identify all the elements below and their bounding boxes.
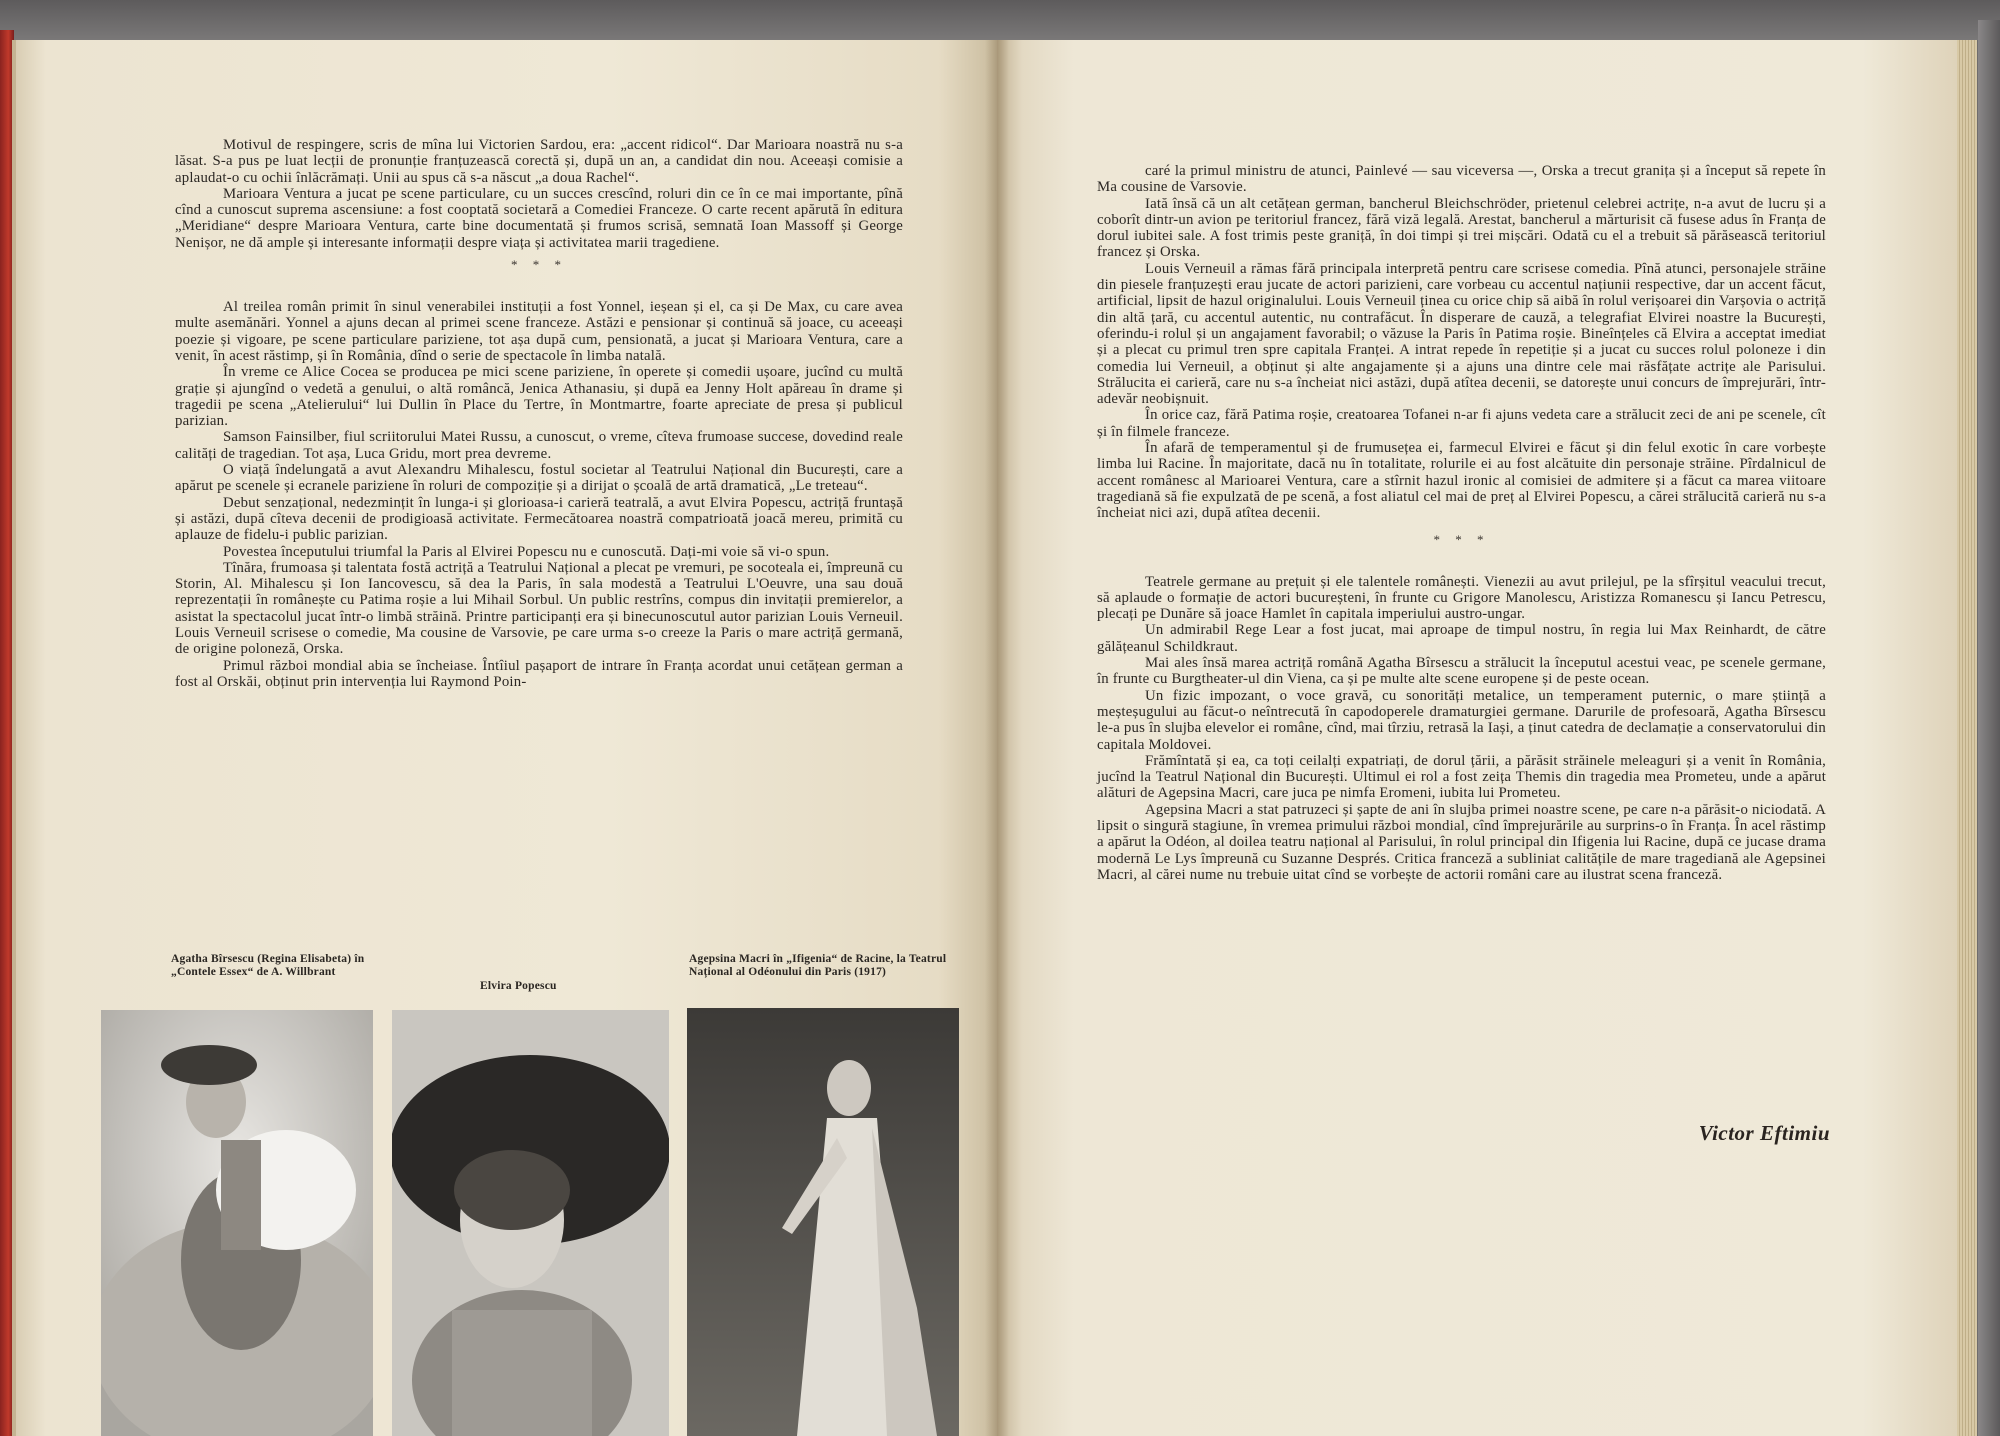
photo-agepsina-macri (687, 1008, 959, 1436)
photo-elvira-popescu (392, 1010, 669, 1436)
paragraph: În afară de temperamentul și de frumusețea ei, farmecul Elvirei e făcut și din felul exotic în care vorbește limba lui Racine. În majoritate, dacă nu în totalitate, rolurile ei au fost alcătuite din personaje străine. Pîrdalnicul de accent românesc al Marioarei Ventura, care a stîrnit hazul ironic al comisiei de admitere și a făcut ca marea viitoare tragediană să fie expulzată de pe scenă, a fost aliatul cel mai de preț al Elvirei Popescu, a cărei strălucită carieră nu s-a încheiat nici azi, după atîtea decenii. (1097, 440, 1826, 522)
paragraph: Un fizic impozant, o voce gravă, cu sonorități metalice, un temperament puternic, o mare știință a meșteșugului au făcut-o neîntrecută în capodoperele dramaturgiei germane. Darurile de profesoară, Agatha Bîrsescu le-a pus în slujba elevelor ei române, cînd, mai tîrziu, retrasă la Iași, a ținut catedra de declamație a conservatorului din capitala Moldovei. (1097, 687, 1826, 753)
left-text-column (175, 137, 903, 690)
paragraph: Primul război mondial abia se încheiase. Întîiul pașaport de intrare în Franța acordat unui cetățean german a fost al Orskăi, obținut prin intervenția lui Raymond Poin- (175, 657, 903, 690)
page-fore-edge (1957, 40, 1977, 1436)
paragraph: Al treilea român primit în sinul venerabilei instituții a fost Yonnel, ieșean și el, ca și De Max, cu care avea multe asemănări. Yonnel a ajuns decan al primei scene franceze. Astăzi e pensionar și continuă să joace, cu aceeași poezie și vigoare, pe scene particulare pariziene, tot așa după cum, pensionată, a jucat și Marioara Ventura, care a venit, în acest răstimp, și în România, dînd o serie de spectacole în limba natală. (175, 299, 903, 364)
paragraph: În vreme ce Alice Cocea se producea pe mici scene pariziene, în operete și comedii ușoare, jucînd cu multă grație și ajungînd o vedetă a genului, o altă româncă, Jenica Athanasiu, și după ea Jenny Holt apăreau în drame și tragedii pe scena „Atelierului“ lui Dullin în Place du Tertre, în Montmartre, foarte apreciate de presa și publicul parizian. (175, 364, 903, 430)
paragraph: caré la primul ministru de atunci, Painlevé — sau viceversa —, Orska a trecut granița și a început să repete în Ma cousine de Varsovie. (1097, 163, 1826, 196)
paragraph: Samson Fainsilber, fiul scriitorului Matei Russu, a cunoscut, o vreme, cîteva frumoase succese, dovedind reale calități de tragedian. Tot așa, Luca Gridu, mort prea devreme. (175, 429, 903, 462)
paragraph: Un admirabil Rege Lear a fost jucat, mai aproape de timpul nostru, în regia lui Max Reinhardt, de către gălățeanul Schildkraut. (1097, 622, 1826, 655)
book-cover-top (0, 0, 2000, 40)
paragraph: O viață îndelungată a avut Alexandru Mihalescu, fostul societar al Teatrului Național din București, care a apărut pe scenele și ecranele pariziene în roluri de compoziție și a dirijat o școală de artă dramatică, „Le treteau“. (175, 462, 903, 495)
paragraph: Teatrele germane au prețuit și ele talentele românești. Vienezii au avut prilejul, pe la sfîrșitul veacului trecut, să aplaude o formație de actori bucureșteni, în frunte cu Grigore Manolescu, Aristizza Romanescu și Iancu Petrescu, plecați pe Dunăre să joace Hamlet în capitala imperiului austro-ungar. (1097, 573, 1826, 623)
photo-caption-elvira-popescu: Elvira Popescu (480, 980, 557, 992)
author-signature: Victor Eftimiu (1698, 1121, 1830, 1145)
paragraph: În orice caz, fără Patima roșie, creatoarea Tofanei n-ar fi ajuns vedeta care a strălucit zeci de ani pe scenele, cît și în filmele franceze. (1097, 407, 1826, 440)
section-separator: * * * (511, 257, 567, 273)
paragraph: Agepsina Macri a stat patruzeci și șapte de ani în slujba primei noastre scene, pe care n-a părăsit-o niciodată. A lipsit o singură stagiune, în vremea primului război mondial, cînd împrejurările au surprins-o în Franța. În acel răstimp a apărut la Odéon, al doilea teatru național al Parisului, în rolul principal din Ifigenia lui Racine, după ce jucase drama modernă Le Lys împreună cu Suzanne Després. Critica franceză a subliniat calitățile de mare tragediană ale Agepsinei Macri, al cărei nume nu trebuie uitat cînd se vorbește de actorii români care au ilustrat scena franceză. (1097, 801, 1826, 883)
photo-caption-agatha-birsescu: Agatha Bîrsescu (Regina Elisabeta) în „Contele Essex“ de A. Willbrant (171, 953, 365, 978)
photo-caption-agepsina-macri: Agepsina Macri în „Ifigenia“ de Racine, la Teatrul Național al Odéonului din Paris (1917) (689, 953, 947, 978)
paragraph: Mai ales însă marea actriță română Agatha Bîrsescu a strălucit la începutul acestui veac, pe scenele germane, în frunte cu Burgtheater-ul din Viena, ca și pe multe alte scene europene și de peste ocean. (1097, 655, 1826, 688)
photo-agatha-birsescu (101, 1010, 373, 1436)
paragraph: Iată însă că un alt cetățean german, bancherul Bleichschröder, prietenul celebrei actrițe, n-a avut de lucru și a coborît dintr-un avion pe teritoriul francez, fără viză legală. Arestat, bancherul a mărturisit că fusese adus în Franța de dorul iubitei sale. A fost trimis peste graniță, în doi timpi și trei mișcări. Odată cu el a trebuit să părăsească teritoriul francez și Orska. (1097, 195, 1826, 261)
book-gutter (985, 40, 1009, 1436)
section-separator: * * * (1433, 531, 1490, 547)
paragraph: Motivul de respingere, scris de mîna lui Victorien Sardou, era: „accent ridicol“. Dar Marioara noastră nu s-a lăsat. S-a pus pe luat lecții de pronunție franțuzească corectă și, după un an, a candidat din nou. Aceeași comisie a aplaudat-o cu ochii înlăcrămați. Unii au spus că s-a născut „a doua Rachel“. (175, 137, 903, 186)
paragraph: Frămîntată și ea, ca toți ceilalți expatriați, de dorul țării, a părăsit străinele meleaguri și a venit în România, jucînd la Teatrul Național din București. Ultimul ei rol a fost zeița Themis din tragedia mea Prometeu, unde a apărut alături de Agepsina Macri, care juca pe nimfa Eromeni, iubita lui Prometeu. (1097, 752, 1826, 802)
right-text-column (1097, 163, 1826, 883)
paragraph: Louis Verneuil a rămas fără principala interpretă pentru care scrisese comedia. Pînă atunci, personajele străine din piesele franțuzești erau jucate de actori parizieni, care vorbeau cu accentul națiunii respective, dar un accent făcut, artificial, lipsit de hazul originalului. Louis Verneuil ținea cu orice chip să aibă în rolul verișoarei din Varșovia o actriță din altă țară, cu accentul autentic, nu contrafăcut. În disperare de cauză, a telegrafiat Elvirei noastre la București, oferindu-i rolul și un angajament favorabil; o văzuse la Paris în Patima roșie. Bineînțeles că Elvira a acceptat imediat și a plecat cu primul tren spre capitala Franței. A intrat repede în repetiție și a jucat cu succes rolul poloneze i din comedia lui Verneuil, a obținut și alte angajamente și a ajuns una dintre cele mai răsfățate actrițe ale Parisului. Strălucita ei carieră, care nu s-a încheiat nici astăzi, după atîtea decenii, se datorește unui concurs de împrejurări, într-adevăr neobișnuit. (1097, 260, 1826, 408)
paragraph: Marioara Ventura a jucat pe scene particulare, cu un succes crescînd, roluri din ce în ce mai importante, pînă cînd a cunoscut suprema ascensiune: a fost cooptată societară a Comediei Franceze. O carte recent apărută în editura „Meridiane“ despre Marioara Ventura, carte bine documentată și frumos scrisă, semnată Ioan Massoff și George Nenișor, ne dă ample și interesante informații despre viața și activitatea marii tragediene. (175, 185, 903, 251)
paragraph: Debut senzațional, nedezmințit în lunga-i și glorioasa-i carieră teatrală, a avut Elvira Popescu, actriță fruntașă și astăzi, după cîteva decenii de prodigioasă activitate. Fermecătoarea noastră compatrioată joacă mereu, primită cu aplauze de fidelu-i public parizian. (175, 494, 903, 544)
book-cover-right (1978, 20, 2000, 1436)
paragraph: Tînăra, frumoasa și talentata fostă actriță a Teatrului Național a plecat pe vremuri, pe socoteala ei, împreună cu Storin, Al. Mihalescu și Ion Iancovescu, să dea la Paris, în sala modestă a Teatrului L'Oeuvre, una sau două reprezentații în românește cu Patima roșie a lui Mihail Sorbul. Un public restrîns, compus din invitații premierelor, a asistat la spectacolul jucat într-o limbă străină. Printre participanți era și binecunoscutul autor parizian Louis Verneuil. Louis Verneuil scrisese o comedie, Ma cousine de Varsovie, pe care urma s-o creeze la Paris o mare actriță germană, de origine poloneză, Orska. (175, 559, 903, 658)
paragraph: Povestea începutului triumfal la Paris al Elvirei Popescu nu e cunoscută. Dați-mi voie să vi-o spun. (223, 543, 830, 560)
